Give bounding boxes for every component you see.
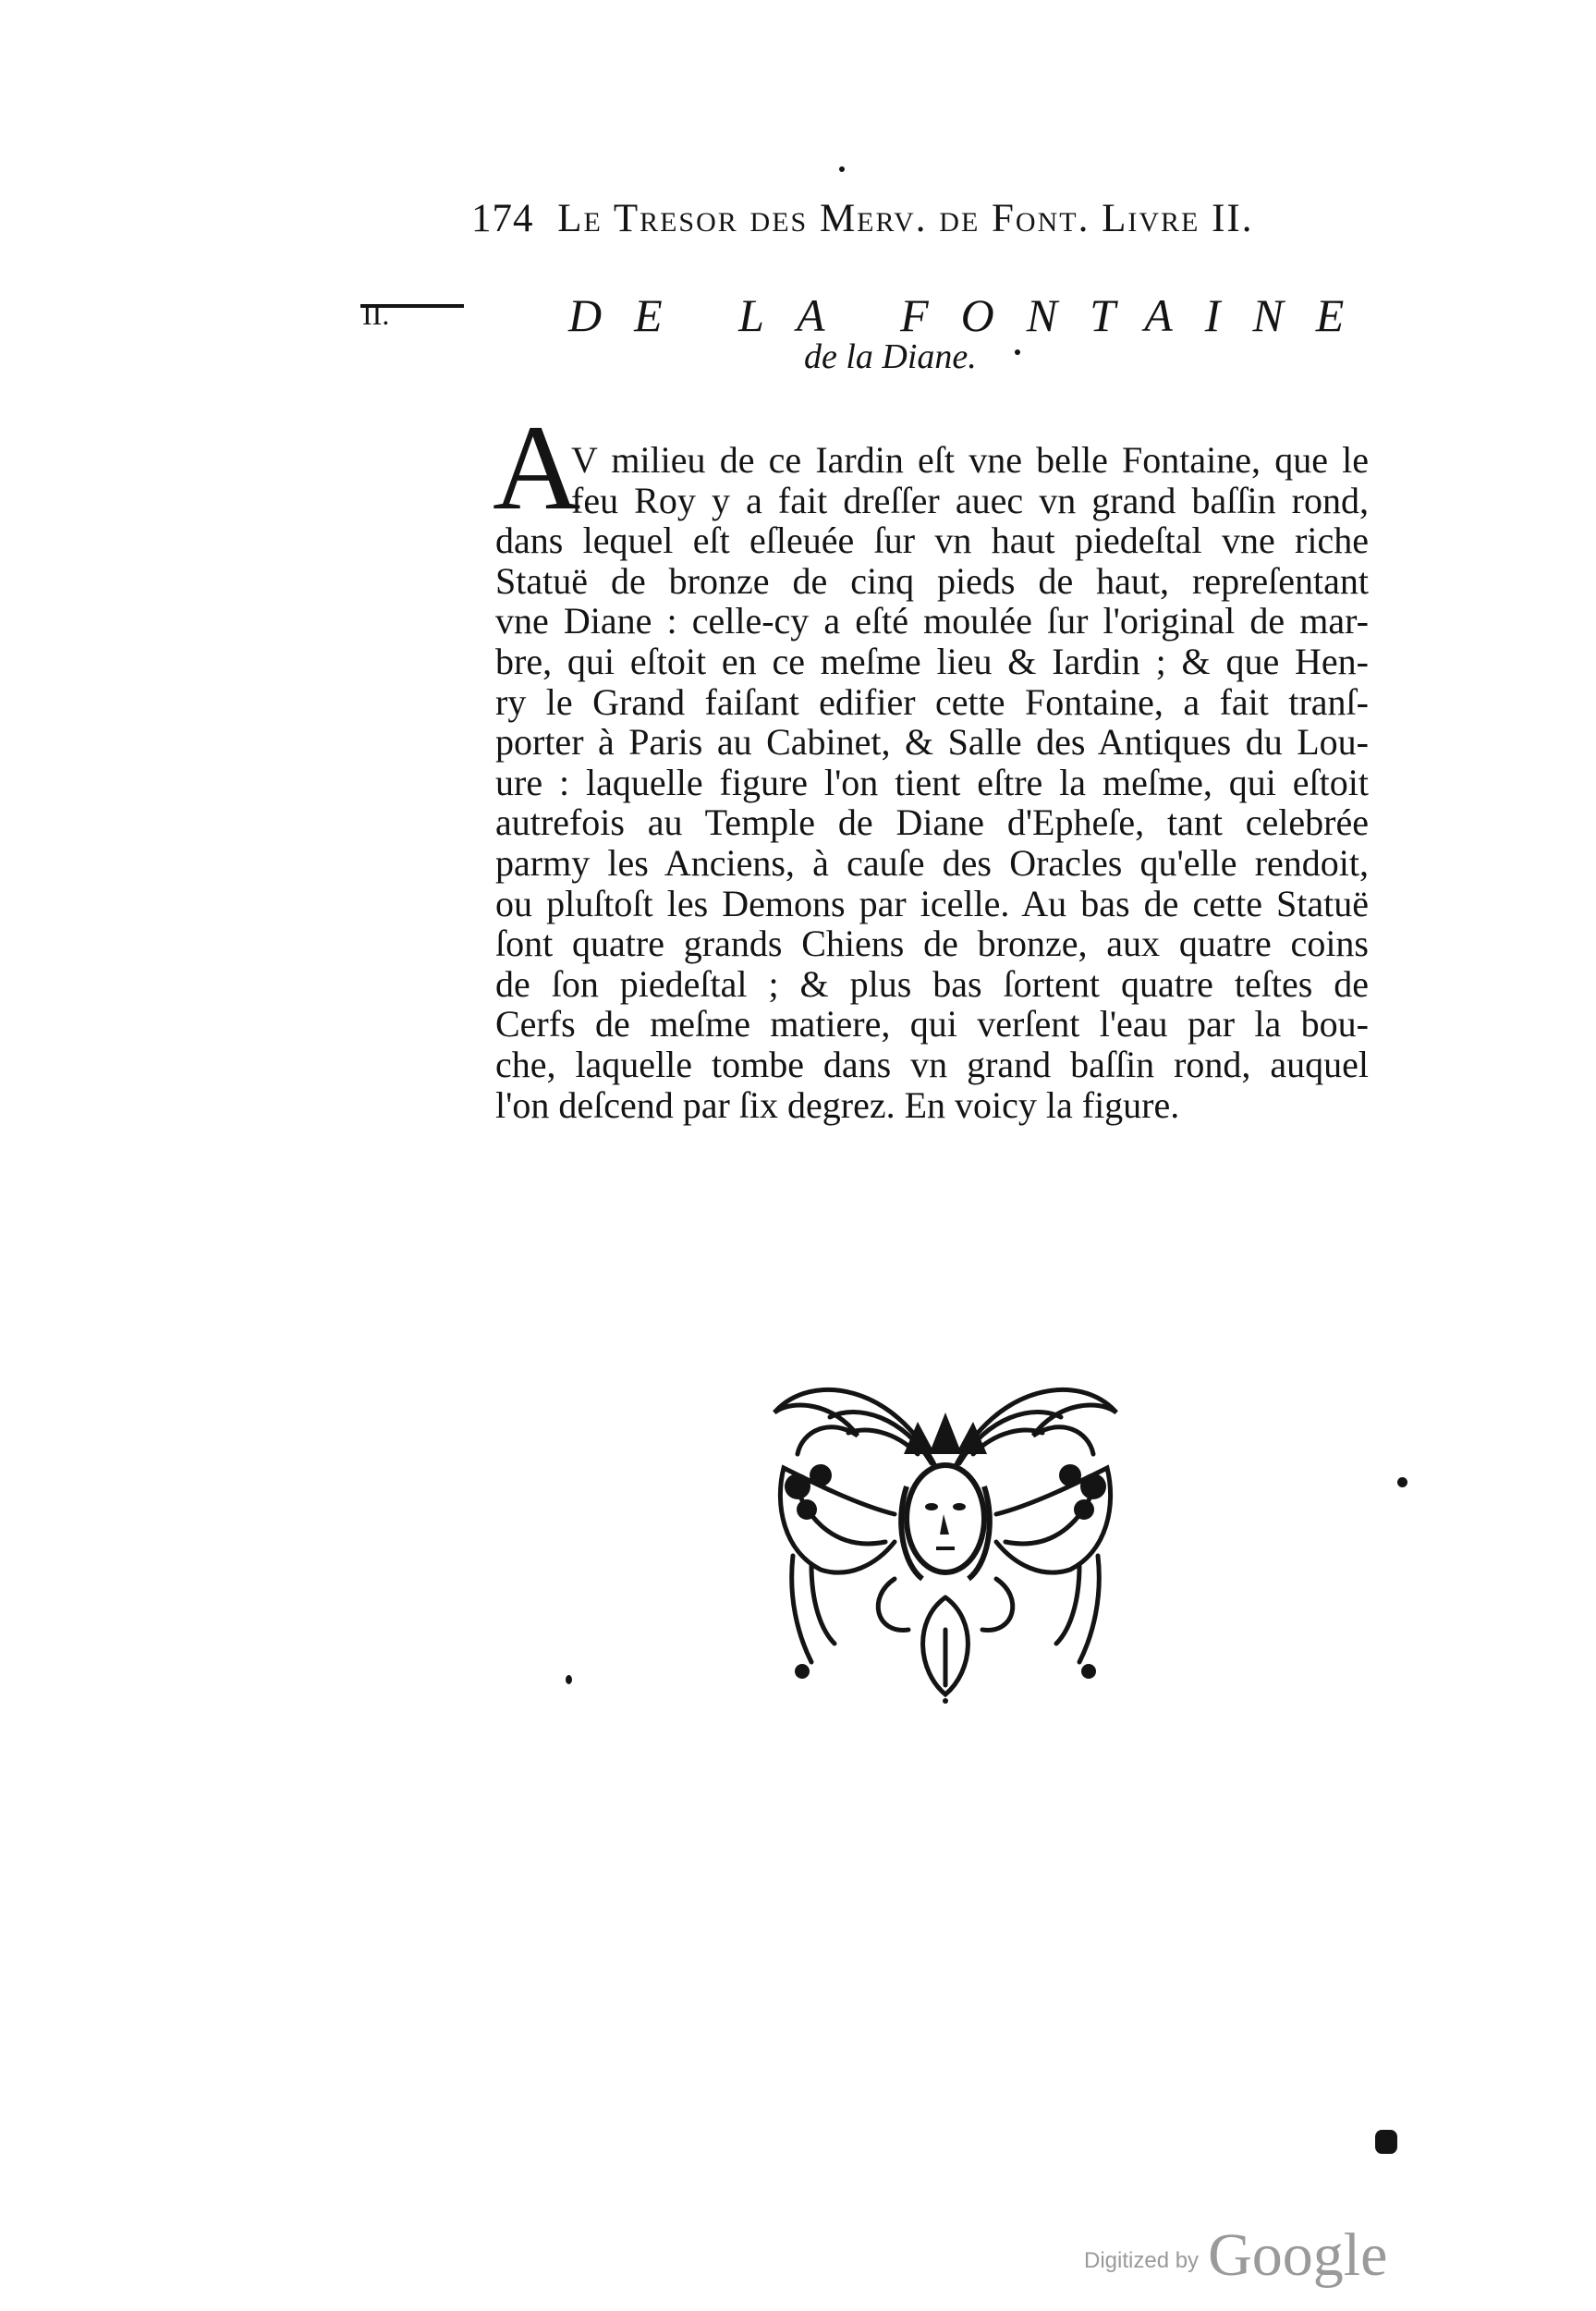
page-number: 174 <box>471 197 534 240</box>
text-line: dans lequel eſt eſleuée ſur vn haut piedeſtal vne riche <box>495 520 1369 562</box>
running-title: Le Tresor des Merv. de Font. Livre II. <box>557 197 1254 240</box>
text-line: parmy les Anciens, à cauſe des Oracles qu'elle rendoit, <box>495 841 1369 884</box>
text-line: porter à Paris au Cabinet, & Salle des Antiques du Lou- <box>495 721 1369 764</box>
section-heading: DE LA FONTAINE <box>568 289 1377 341</box>
text-line: Statuë de bronze de cinq pieds de haut, repreſentant <box>495 559 1369 602</box>
text-line: ou pluſtoſt les Demons par icelle. Au bas de cette Statuë <box>495 882 1369 924</box>
body-text <box>495 440 1369 1125</box>
google-logo: Google <box>1208 2221 1388 2289</box>
text-line: bre, qui eſtoit en ce meſme lieu & Iardin ; & que Hen- <box>495 640 1369 682</box>
ink-speck <box>1397 1477 1407 1487</box>
text-line: che, laquelle tombe dans vn grand baſſin rond, auquel <box>495 1043 1369 1085</box>
mask-cornucopia-fleuron-icon <box>756 1366 1135 1704</box>
text-line: V milieu de ce Iardin eſt vne belle Fontaine, que le <box>571 439 1369 481</box>
running-head <box>471 196 1349 251</box>
text-line: ure : laquelle figure l'on tient eſtre la meſme, qui eſtoit <box>495 761 1369 803</box>
text-line: l'on deſcend par ſix degrez. En voicy la figure. <box>495 1083 1180 1126</box>
ink-speck <box>839 166 845 172</box>
text-line: de ſon piedeſtal ; & plus bas ſortent quatre teſtes de <box>495 962 1369 1005</box>
margin-note: II. <box>362 298 390 331</box>
ink-speck <box>566 1675 572 1684</box>
text-line: feu Roy y a fait dreſſer auec vn grand baſſin rond, <box>571 479 1369 521</box>
ink-speck <box>1375 2130 1397 2154</box>
ink-speck <box>1015 349 1020 355</box>
digitized-by-watermark <box>1084 2220 1417 2294</box>
text-line: Cerfs de meſme matiere, qui verſent l'eau par la bou- <box>495 1003 1369 1045</box>
text-line: ry le Grand faiſant edifier cette Fontaine, a fait tranſ- <box>495 680 1369 723</box>
text-line: vne Diane : celle-cy a eſté moulée ſur l'original de mar- <box>495 600 1369 642</box>
text-line: autrefois au Temple de Diane d'Epheſe, tant celebrée <box>495 801 1369 844</box>
section-subheading: de la Diane. <box>804 337 977 376</box>
watermark-prefix: Digitized by <box>1084 2248 1200 2273</box>
drop-cap: A <box>493 399 581 535</box>
text-line: ſont quatre grands Chiens de bronze, aux quatre coins <box>495 923 1369 965</box>
